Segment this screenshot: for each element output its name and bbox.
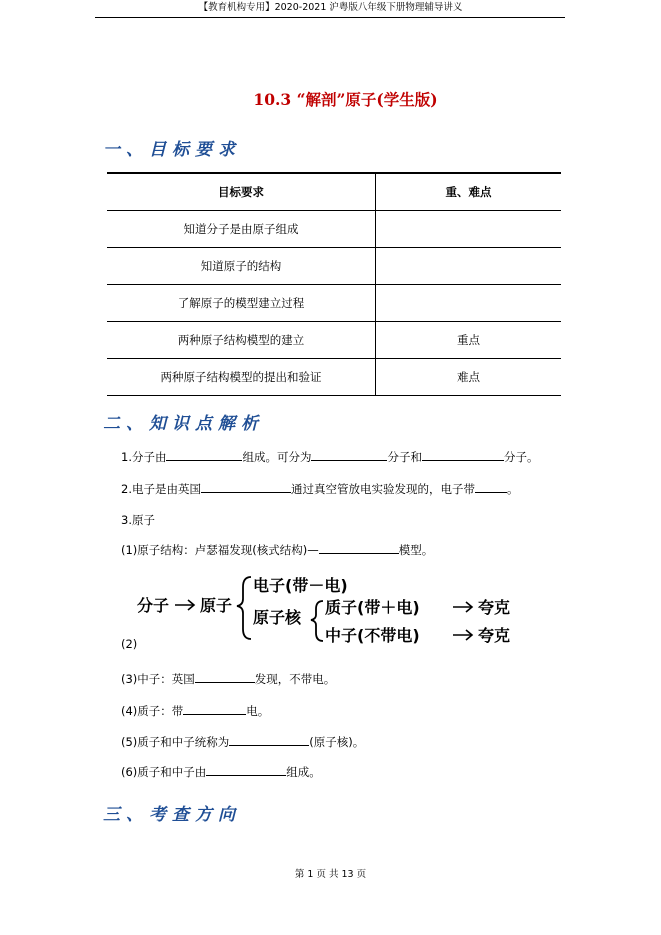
diagram-nucleus: 原子核 (253, 608, 302, 627)
text: 组成。可分为 (242, 450, 312, 464)
text: 通过真空管放电实验发现的，电子带 (290, 482, 475, 496)
section-heading-goals: 一、目标要求 (103, 140, 241, 160)
knowledge-line-7 (121, 703, 269, 719)
diagram-quark: 夸克 (478, 626, 511, 645)
diagram-atom: 原子 (200, 596, 233, 615)
diagram-neutron: 中子(不带电) (325, 626, 420, 645)
header-key-point: 重、难点 (445, 185, 492, 199)
text: 电。 (246, 704, 270, 718)
level-cell (376, 211, 562, 248)
goal-cell: 知道原子的结构 (107, 248, 376, 285)
knowledge-line-6 (121, 671, 335, 687)
answer-blank[interactable] (229, 735, 309, 746)
knowledge-line-2 (121, 481, 518, 497)
goal-cell: 两种原子结构模型的提出和验证 (107, 359, 376, 396)
page-footer: 第 1 页 共 13 页 (294, 869, 367, 880)
section-heading-exam: 三、考查方向 (103, 805, 241, 825)
knowledge-line-4 (121, 542, 433, 558)
text: 模型。 (398, 543, 434, 557)
answer-blank[interactable] (183, 704, 246, 715)
brace-icon (311, 601, 323, 641)
arrow-icon (175, 600, 194, 610)
knowledge-line-1 (121, 449, 538, 465)
table-row (107, 322, 561, 359)
goal-cell: 知道分子是由原子组成 (107, 211, 376, 248)
level-cell (376, 248, 562, 285)
knowledge-line-5: (2) (121, 637, 138, 651)
text: (1)原子结构：卢瑟福发现(核式结构)— (121, 543, 319, 557)
table-row (107, 211, 561, 248)
arrow-icon (453, 602, 472, 612)
answer-blank[interactable] (475, 482, 507, 493)
diagram-molecule: 分子 (137, 596, 170, 615)
atom-structure-diagram (135, 571, 535, 651)
goals-table (107, 172, 561, 396)
knowledge-line-8 (121, 734, 364, 750)
text: 发现，不带电。 (254, 672, 336, 686)
text: 2.电子是由英国 (121, 482, 201, 496)
text: 分子。 (503, 450, 539, 464)
diagram-electron: 电子(带－电) (253, 576, 348, 595)
answer-blank[interactable] (319, 543, 399, 554)
text: 组成。 (286, 765, 321, 779)
goal-cell: 两种原子结构模型的建立 (107, 322, 376, 359)
diagram-quark: 夸克 (478, 598, 511, 617)
goal-cell: 了解原子的模型建立过程 (107, 285, 376, 322)
answer-blank[interactable] (195, 672, 255, 683)
header-goal: 目标要求 (107, 173, 376, 211)
table-header-row (107, 173, 561, 211)
answer-blank[interactable] (311, 450, 387, 461)
text: (6)质子和中子由 (121, 765, 207, 779)
text: (5)质子和中子统称为 (121, 735, 230, 749)
knowledge-line-3: 3.原子 (121, 513, 155, 527)
text: 1.分子由 (121, 450, 167, 464)
answer-blank[interactable] (206, 765, 286, 776)
table-row (107, 359, 561, 396)
arrow-icon (453, 630, 472, 640)
table-row (107, 285, 561, 322)
level-cell: 难点 (457, 370, 480, 384)
level-cell (376, 285, 562, 322)
answer-blank[interactable] (201, 482, 291, 493)
document-title: 10.3 “解剖”原子(学生版) (253, 90, 438, 109)
diagram-proton: 质子(带＋电) (325, 598, 420, 617)
text: (3)中子：英国 (121, 672, 195, 686)
table-row (107, 248, 561, 285)
brace-icon (237, 577, 251, 639)
text: (原子核)。 (309, 735, 365, 749)
section-heading-knowledge: 二、知识点解析 (103, 414, 264, 434)
page-header: 【教育机构专用】2020-2021 沪粤版八年级下册物理辅导讲义 (198, 2, 463, 13)
answer-blank[interactable] (166, 450, 242, 461)
text: 分子和 (387, 450, 422, 464)
text: (4)质子：带 (121, 704, 184, 718)
header-rule (95, 17, 565, 18)
level-cell: 重点 (457, 333, 480, 347)
knowledge-line-9 (121, 764, 321, 780)
text: 。 (506, 482, 519, 496)
answer-blank[interactable] (422, 450, 504, 461)
